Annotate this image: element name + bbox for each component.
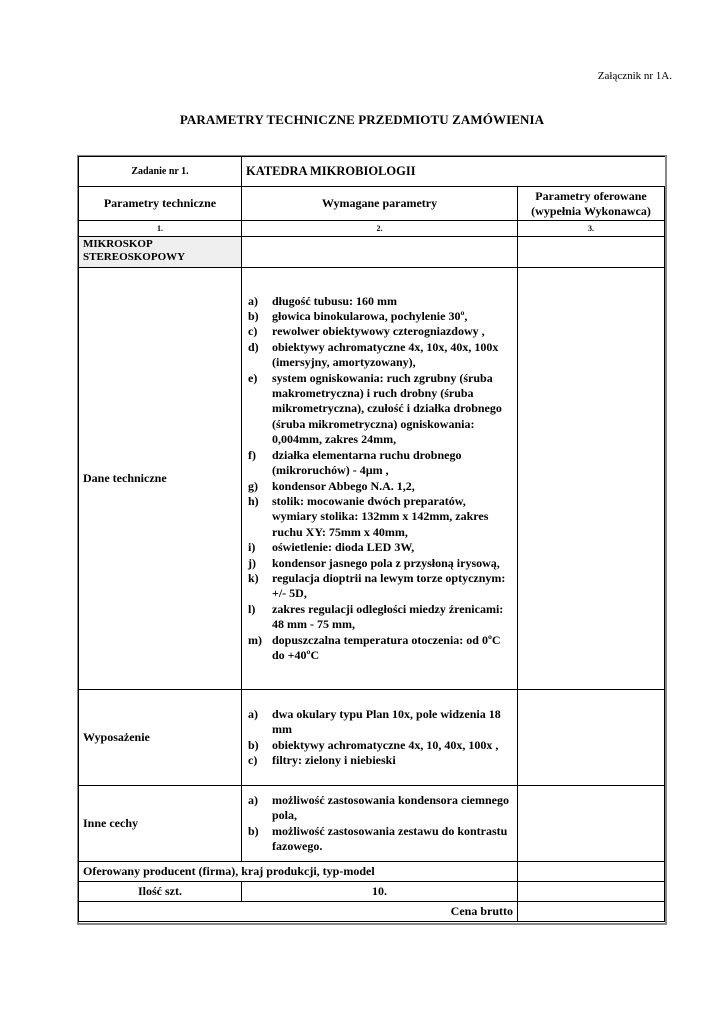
equipment-required-cell: [242, 690, 518, 786]
other-list: [246, 793, 513, 855]
list-item: [246, 371, 513, 448]
price-row: [79, 902, 665, 922]
equipment-label: Wyposażenie: [79, 690, 242, 786]
device-name: [79, 237, 242, 268]
list-item-letter: j): [248, 555, 256, 570]
list-item-text: regulacja dioptrii na lewym torze optycznym: +/- 5D,: [272, 570, 506, 601]
list-item-text: system ogniskowania: ruch zgrubny (śruba makrometryczna) i ruch drobny (śruba mikrometryczna), czułość i działka drobnego (śruba mikrometryczna) ogniskowania: 0,004mm, zakres 24mm,: [272, 370, 502, 447]
list-item-letter: a): [248, 706, 258, 721]
list-item: [246, 540, 513, 555]
list-item-letter: g): [248, 478, 258, 493]
price-label: Cena brutto: [79, 902, 518, 922]
list-item-text: obiektywy achromatyczne 4x, 10, 40x, 100x ,: [272, 737, 499, 752]
list-item: [246, 793, 513, 824]
spec-table: [78, 156, 665, 922]
col-number-1: 1.: [79, 221, 242, 237]
list-item-text: kondensor Abbego N.A. 1,2,: [272, 478, 415, 493]
task-label: Zadanie nr 1.: [79, 157, 242, 187]
list-item: [246, 294, 513, 309]
list-item-letter: m): [248, 632, 262, 647]
device-name-line2: STEREOSKOPOWY: [83, 251, 186, 263]
other-required-cell: [242, 786, 518, 862]
list-item: [246, 824, 513, 855]
quantity-label: Ilość szt.: [79, 882, 242, 902]
list-item-letter: b): [248, 737, 259, 752]
header-row: [79, 187, 665, 221]
list-item-text: dopuszczalna temperatura otoczenia: od 0ºC do +40ºC: [272, 632, 501, 662]
list-item-text: dwa okulary typu Plan 10x, pole widzenia 18 mm: [272, 706, 501, 737]
list-item: [246, 556, 513, 571]
list-item-letter: c): [248, 752, 258, 767]
list-item: [246, 309, 513, 324]
list-item-text: możliwość zastosowania kondensora ciemnego pola,: [272, 792, 509, 823]
col-header-offered-line1: Parametry oferowane: [535, 188, 647, 203]
list-item: [246, 494, 513, 540]
producer-row: [79, 862, 665, 882]
device-offered-cell: [518, 237, 665, 268]
tech-label: Dane techniczne: [79, 268, 242, 690]
list-item-text: stolik: mocowanie dwóch preparatów, wymiary stolika: 132mm x 142mm, zakres ruchu XY: 75mm x 40mm,: [272, 493, 489, 539]
col-header-offered-line2: (wypełnia Wykonawca): [531, 203, 651, 218]
col-number-3: 3.: [518, 221, 665, 237]
device-required-cell: [242, 237, 518, 268]
list-item-text: kondensor jasnego pola z przysłoną irysową,: [272, 555, 500, 570]
other-label: Inne cechy: [79, 786, 242, 862]
col-header-offered: [518, 187, 665, 221]
list-item-letter: k): [248, 570, 259, 585]
list-item: [246, 738, 513, 753]
col-header-params: Parametry techniczne: [79, 187, 242, 221]
list-item-letter: a): [248, 792, 258, 807]
list-item-text: filtry: zielony i niebieski: [272, 752, 396, 767]
price-input[interactable]: [518, 902, 665, 922]
list-item-letter: a): [248, 293, 258, 308]
page-title: PARAMETRY TECHNICZNE PRZEDMIOTU ZAMÓWIENIA: [179, 112, 545, 127]
list-item-letter: b): [248, 309, 259, 324]
list-item-text: głowica binokularowa, pochylenie 30º,: [272, 309, 468, 324]
attachment-label: Załącznik nr 1A.: [597, 70, 672, 82]
list-item-text: długość tubusu: 160 mm: [272, 293, 398, 308]
list-item: [246, 753, 513, 768]
list-item: [246, 340, 513, 371]
tech-row: [79, 268, 665, 690]
quantity-value: 10.: [242, 882, 518, 902]
tech-offered-input[interactable]: [518, 268, 665, 690]
list-item: [246, 571, 513, 602]
col-number-2: 2.: [242, 221, 518, 237]
list-item-letter: l): [248, 601, 256, 616]
other-row: [79, 786, 665, 862]
column-numbers-row: [79, 221, 665, 237]
list-item: [246, 602, 513, 633]
tech-required-cell: [242, 268, 518, 690]
list-item: [246, 479, 513, 494]
list-item-letter: c): [248, 324, 258, 339]
other-offered-input[interactable]: [518, 786, 665, 862]
quantity-offered-cell: [518, 882, 665, 902]
device-name-line1: MIKROSKOP: [83, 238, 153, 250]
producer-input[interactable]: [518, 862, 665, 882]
list-item-letter: b): [248, 823, 259, 838]
list-item: [246, 707, 513, 738]
list-item: [246, 633, 513, 664]
list-item-letter: f): [248, 447, 256, 462]
task-name: KATEDRA MIKROBIOLOGII: [242, 157, 665, 187]
equipment-offered-input[interactable]: [518, 690, 665, 786]
list-item: [246, 448, 513, 479]
col-header-required: Wymagane parametry: [242, 187, 518, 221]
list-item-text: rewolwer obiektywowy czterogniazdowy ,: [272, 324, 485, 339]
list-item: [246, 324, 513, 339]
list-item-text: oświetlenie: dioda LED 3W,: [272, 540, 415, 555]
equipment-row: [79, 690, 665, 786]
list-item-text: zakres regulacji odległości miedzy źrenicami: 48 mm - 75 mm,: [272, 601, 504, 632]
equipment-list: [246, 707, 513, 769]
list-item-letter: i): [248, 540, 256, 555]
task-row: [79, 157, 665, 187]
list-item-letter: d): [248, 339, 259, 354]
device-row: [79, 237, 665, 268]
list-item-text: możliwość zastosowania zestawu do kontrastu fazowego.: [272, 823, 508, 853]
list-item-text: obiektywy achromatyczne 4x, 10x, 40x, 100x (imersyjny, amortyzowany),: [272, 339, 499, 370]
tech-list: [246, 294, 513, 664]
list-item-text: działka elementarna ruchu drobnego (mikroruchów) - 4µm ,: [272, 447, 462, 478]
producer-label: Oferowany producent (firma), kraj produkcji, typ-model: [79, 862, 518, 882]
list-item-letter: h): [248, 493, 259, 508]
quantity-row: [79, 882, 665, 902]
list-item-letter: e): [248, 370, 258, 385]
